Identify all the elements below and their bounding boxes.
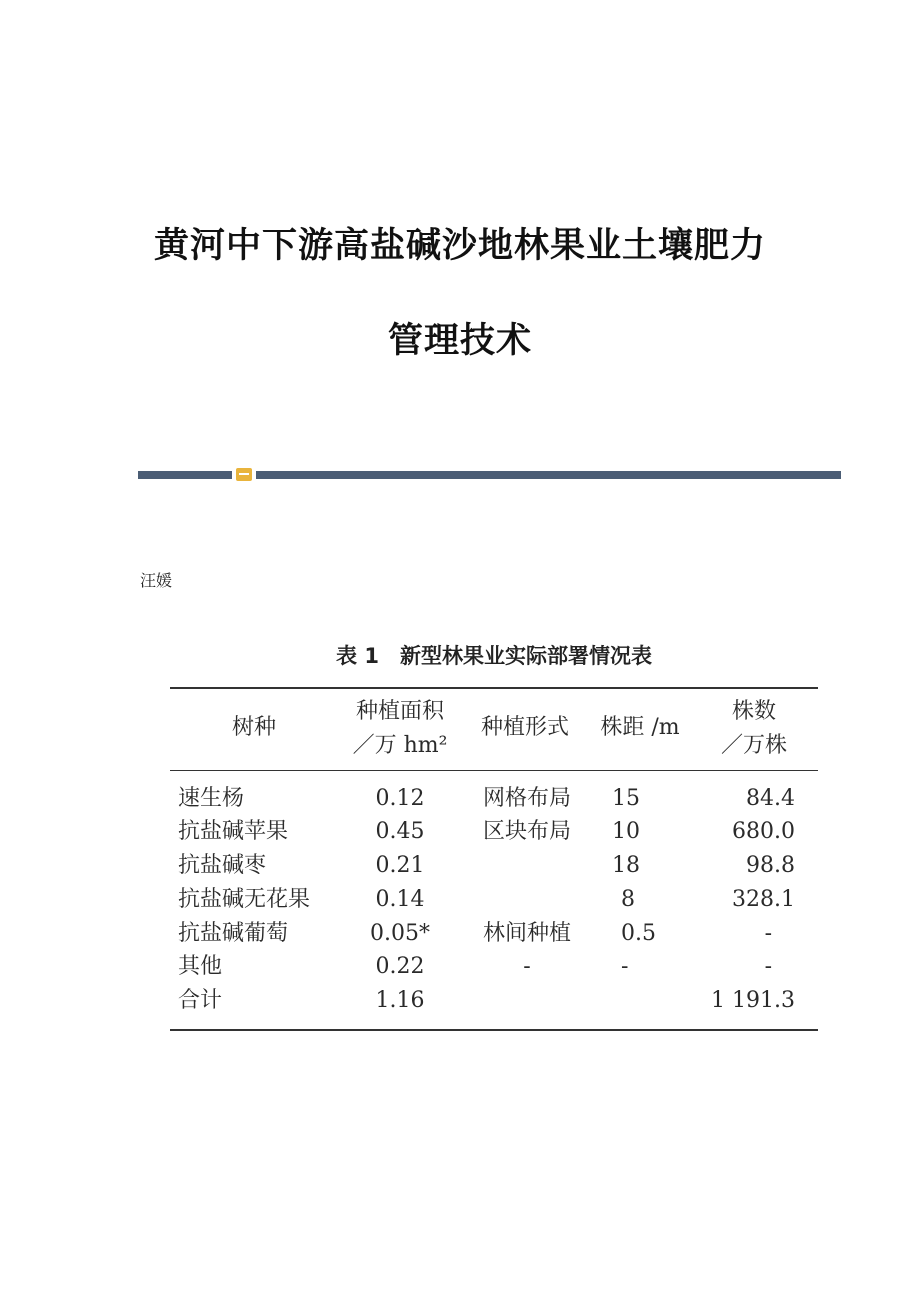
cell-species: 抗盐碱苹果 bbox=[178, 819, 289, 844]
title-divider-right bbox=[256, 471, 841, 479]
cell-form: 网格布局 bbox=[482, 786, 571, 811]
cell-area: 0.14 bbox=[375, 887, 425, 912]
cell-count: 84.4 bbox=[746, 786, 795, 811]
cell-species: 速生杨 bbox=[178, 786, 245, 811]
table-rule-top bbox=[170, 687, 818, 689]
header-area-line2: ／万 hm² bbox=[352, 733, 448, 758]
header-spacing: 株距 /m bbox=[600, 715, 680, 740]
cell-spacing: 15 bbox=[612, 786, 640, 811]
cell-spacing: - bbox=[621, 954, 629, 979]
header-count-line2: ／万株 bbox=[720, 733, 787, 758]
table-rule-bottom bbox=[170, 1029, 818, 1031]
cell-spacing: 18 bbox=[612, 853, 640, 878]
cell-area: 0.05* bbox=[370, 921, 430, 946]
cell-area: 1.16 bbox=[375, 988, 425, 1013]
header-count-line1: 株数 bbox=[731, 699, 776, 724]
cell-count: 1 191.3 bbox=[711, 988, 795, 1013]
cell-spacing: 10 bbox=[612, 819, 640, 844]
cell-area: 0.45 bbox=[375, 819, 425, 844]
cell-species: 抗盐碱枣 bbox=[178, 853, 267, 878]
cell-species: 其他 bbox=[178, 954, 223, 979]
document-title-line-1: 黄河中下游高盐碱沙地林果业土壤肥力 bbox=[153, 226, 766, 266]
cell-count: - bbox=[764, 921, 772, 946]
cell-area: 0.22 bbox=[375, 954, 425, 979]
cell-count: 328.1 bbox=[732, 887, 795, 912]
header-area-line1: 种植面积 bbox=[355, 699, 444, 724]
cell-spacing: 0.5 bbox=[621, 921, 656, 946]
table-caption: 表 1 新型林果业实际部署情况表 bbox=[336, 644, 652, 668]
header-species: 树种 bbox=[232, 715, 277, 740]
cell-species: 抗盐碱无花果 bbox=[178, 887, 311, 912]
cell-spacing: 8 bbox=[621, 887, 635, 912]
cell-count: 680.0 bbox=[732, 819, 795, 844]
document-title-line-2: 管理技术 bbox=[387, 321, 532, 361]
cell-count: - bbox=[764, 954, 772, 979]
cell-area: 0.12 bbox=[375, 786, 425, 811]
cell-species: 抗盐碱葡萄 bbox=[178, 921, 289, 946]
cell-form: 林间种植 bbox=[482, 921, 571, 946]
title-divider-left bbox=[138, 471, 232, 479]
cell-species: 合计 bbox=[178, 988, 223, 1013]
divider-badge-icon bbox=[236, 468, 252, 481]
table-rule-header bbox=[170, 770, 818, 771]
author-name: 汪媛 bbox=[140, 571, 173, 590]
cell-area: 0.21 bbox=[375, 853, 425, 878]
cell-form: 区块布局 bbox=[482, 819, 571, 844]
cell-count: 98.8 bbox=[746, 853, 795, 878]
header-form: 种植形式 bbox=[480, 715, 569, 740]
cell-form: - bbox=[523, 954, 531, 979]
